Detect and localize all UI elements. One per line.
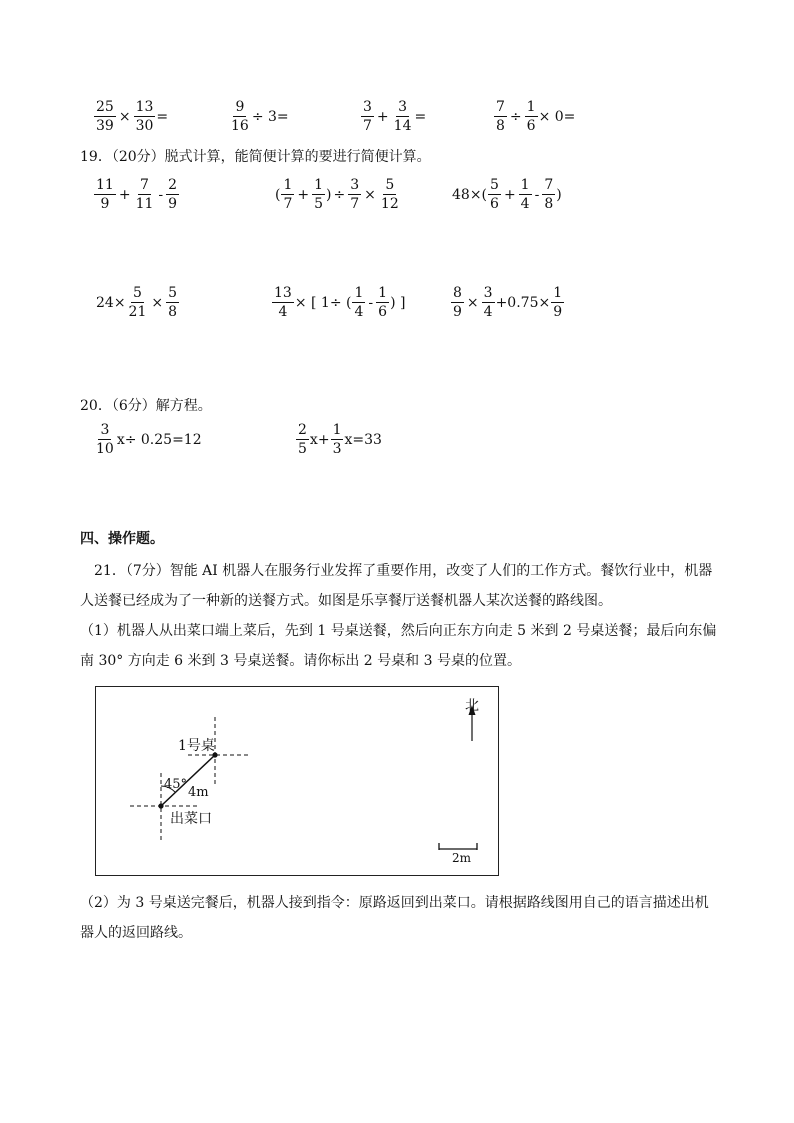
q21-part1-line-1: （1）机器人从出菜口端上菜后，先到 1 号桌送餐，然后向正东方向走 5 米到 2 号桌送餐；最后向东偏 xyxy=(80,623,717,639)
q19-title: 19．（20分）脱式计算，能简便计算的要进行简便计算。 xyxy=(80,149,431,165)
north-label: 北 xyxy=(465,698,479,714)
row1-expr-3: $\frac{3}{7}$ + $\frac{3}{14}$ = xyxy=(363,99,427,134)
row1-expr-4: $\frac{7}{8}$ ÷ $\frac{1}{6}$ × 0= xyxy=(496,99,576,134)
q20-expr-1: $\frac{3}{10}$ x÷ 0.25=12 xyxy=(96,422,202,457)
q19-expr-6: $\frac{8}{9}$ × $\frac{3}{4}$ +0.75× $\frac{1}{9}$ xyxy=(453,285,563,320)
q20-expr-2: $\frac{2}{5}$ x+ $\frac{1}{3}$ x=33 xyxy=(298,422,382,457)
row1-expr-2: $\frac{9}{16}$ ÷ 3= xyxy=(231,99,289,134)
q21-intro-line-2: 人送餐已经成为了一种新的送餐方式。如图是乐享餐厅送餐机器人某次送餐的路线图。 xyxy=(80,593,612,609)
q21-part2-line-2: 器人的返回路线。 xyxy=(80,925,192,941)
q21-part1-line-2: 南 30° 方向走 6 米到 3 号桌送餐。请你标出 2 号桌和 3 号桌的位置。 xyxy=(80,653,521,669)
table1-label: 1号桌 xyxy=(178,738,215,754)
q21-part2 xyxy=(80,888,720,948)
route-map-drawing xyxy=(96,687,500,877)
q21-intro-line-1: 21．（7分）智能 AI 机器人在服务行业发挥了重要作用，改变了人们的工作方式。餐饮行业中，机器 xyxy=(94,563,713,579)
scale-label: 2m xyxy=(452,851,472,865)
q19-expr-1: $\frac{11}{9}$ + $\frac{7}{11}$ - $\frac{2}{9}$ xyxy=(96,177,178,212)
q19-expr-3: 48× ( $\frac{5}{6}$ + $\frac{1}{4}$ - $\frac{7}{8}$ ) xyxy=(452,177,562,212)
row1-expr-1: $\frac{25}{39}$ × $\frac{13}{30}$ = xyxy=(96,99,169,134)
q19-expr-2: ( $\frac{1}{7}$ + $\frac{1}{5}$ ) ÷ $\frac{3}{7}$ × $\frac{5}{12}$ xyxy=(275,177,399,212)
outlet-point xyxy=(158,803,163,808)
section-heading: 四、操作题。 xyxy=(80,531,164,547)
route-map xyxy=(95,686,499,876)
q19-expr-4: 24× $\frac{5}{21}$ × $\frac{5}{8}$ xyxy=(96,285,178,320)
distance-label: 4m xyxy=(188,785,209,800)
outlet-label: 出菜口 xyxy=(170,811,212,827)
q21-part2-line-1: （2）为 3 号桌送完餐后，机器人接到指令：原路返回到出菜口。请根据路线图用自己的语言描述出机 xyxy=(80,895,709,911)
q21-intro xyxy=(80,556,720,676)
q20-title: 20．（6分）解方程。 xyxy=(80,398,212,414)
q19-expr-5: $\frac{13}{4}$ × [ 1÷ ( $\frac{1}{4}$ - $\frac{1}{6}$ ) ] xyxy=(274,285,406,320)
angle-label: 45° xyxy=(164,777,188,792)
